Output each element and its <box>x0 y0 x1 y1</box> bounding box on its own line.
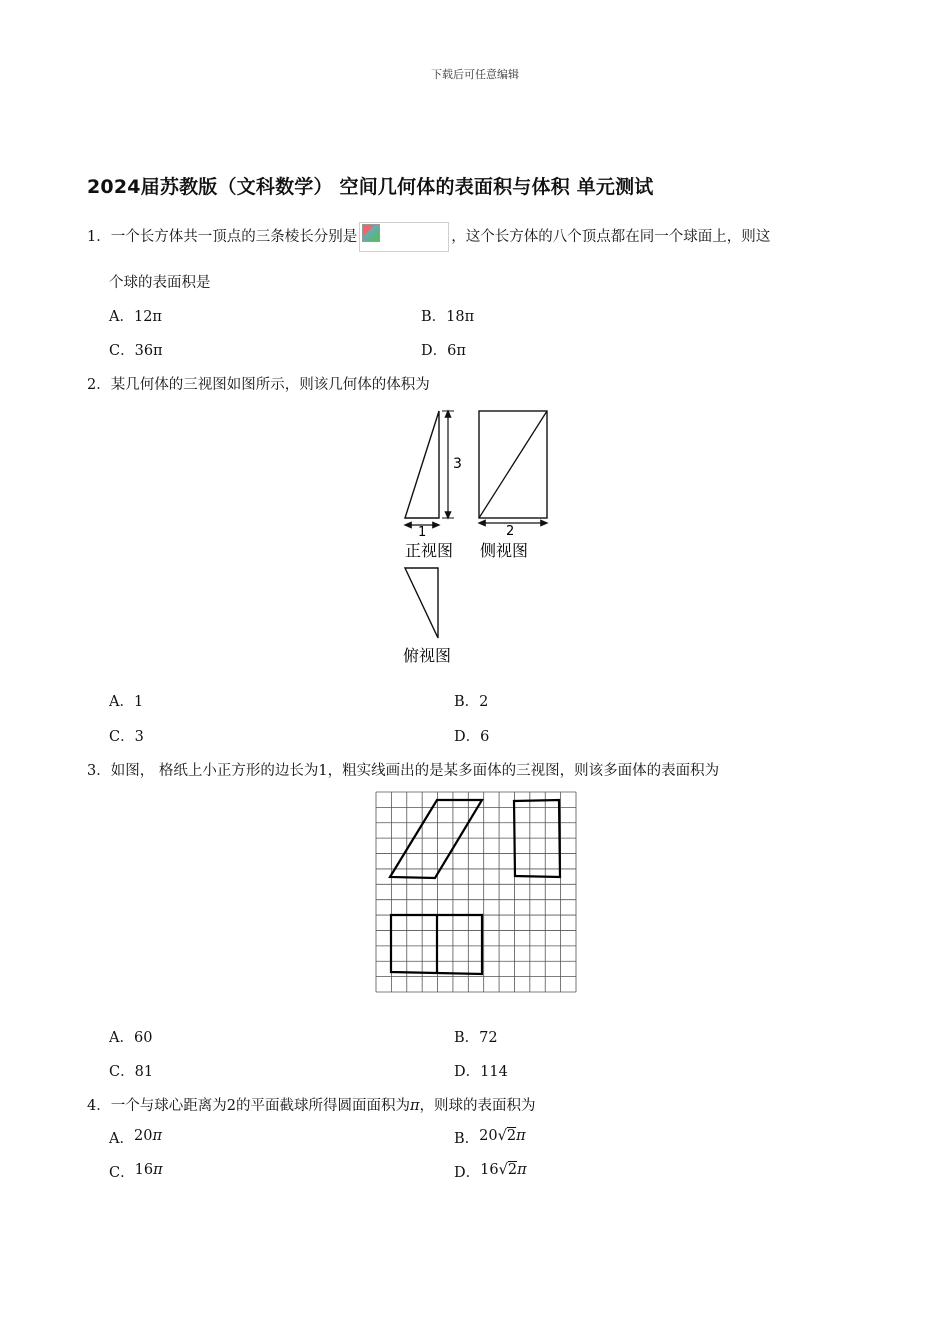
q2-option-d[interactable]: D．6 <box>454 729 490 745</box>
q4-option-a[interactable]: A．20π <box>109 1128 162 1147</box>
question-3-number: 3． <box>87 763 111 779</box>
question-4-text-after: ，则球的表面积为 <box>419 1098 536 1114</box>
question-4-pi: π <box>409 1098 420 1114</box>
q3-option-d[interactable]: D．114 <box>454 1064 508 1080</box>
q4-option-d[interactable]: D．16√2π <box>454 1162 527 1181</box>
three-views-figure-q2 <box>398 404 558 670</box>
q3-option-c[interactable]: C．81 <box>109 1064 154 1080</box>
sqrt-symbol: √2 <box>497 1128 517 1144</box>
q3-option-b[interactable]: B．72 <box>454 1030 498 1046</box>
front-width-label: 1 <box>418 525 427 540</box>
broken-image-icon <box>359 222 449 252</box>
question-4 <box>87 1096 536 1116</box>
question-4-number: 4． <box>87 1098 111 1114</box>
q1-option-c[interactable]: C．36π <box>109 343 163 359</box>
top-view-label: 俯视图 <box>403 646 452 665</box>
question-1-line2: 个球的表面积是 <box>109 275 211 291</box>
question-1-text-before: 一个长方体共一顶点的三条棱长分别是 <box>110 229 358 245</box>
q1-option-b[interactable]: B．18π <box>421 309 475 325</box>
q1-option-a[interactable]: A．12π <box>109 309 162 325</box>
question-2 <box>87 375 430 395</box>
question-1-text-after: ，这个长方体的八个顶点都在同一个球面上，则这 <box>451 229 771 245</box>
grid-three-views-figure-q3 <box>375 791 577 994</box>
page-title: 2024届苏教版（文科数学） 空间几何体的表面积与体积 单元测试 <box>87 176 654 198</box>
question-4-text-before: 一个与球心距离为2的平面截球所得圆面面积为 <box>110 1098 410 1114</box>
question-1-number: 1． <box>87 229 111 245</box>
question-2-number: 2． <box>87 377 111 393</box>
side-view-label: 侧视图 <box>480 541 529 560</box>
top-view-triangle <box>405 568 438 638</box>
front-view-triangle <box>405 411 439 518</box>
question-1 <box>87 222 770 252</box>
q2-option-a[interactable]: A．1 <box>109 694 144 710</box>
q3-option-a[interactable]: A．60 <box>109 1030 153 1046</box>
height-dimension-label: 3 <box>453 456 462 472</box>
q2-option-c[interactable]: C．3 <box>109 729 144 745</box>
q2-option-b[interactable]: B．2 <box>454 694 489 710</box>
question-3 <box>87 761 719 781</box>
page-header: 下载后可任意编辑 <box>431 68 519 81</box>
front-view-label: 正视图 <box>405 541 454 560</box>
sqrt-symbol: √2 <box>498 1162 518 1178</box>
q4-option-b[interactable]: B．20√2π <box>454 1128 526 1147</box>
side-width-label: 2 <box>506 524 515 539</box>
grid-lines <box>376 792 576 992</box>
question-3-text: 如图， 格纸上小正方形的边长为1，粗实线画出的是某多面体的三视图，则该多面体的表面积为 <box>110 763 720 779</box>
question-2-text: 某几何体的三视图如图所示，则该几何体的体积为 <box>110 377 430 393</box>
q1-option-d[interactable]: D．6π <box>421 343 466 359</box>
q4-option-c[interactable]: C．16π <box>109 1162 163 1181</box>
